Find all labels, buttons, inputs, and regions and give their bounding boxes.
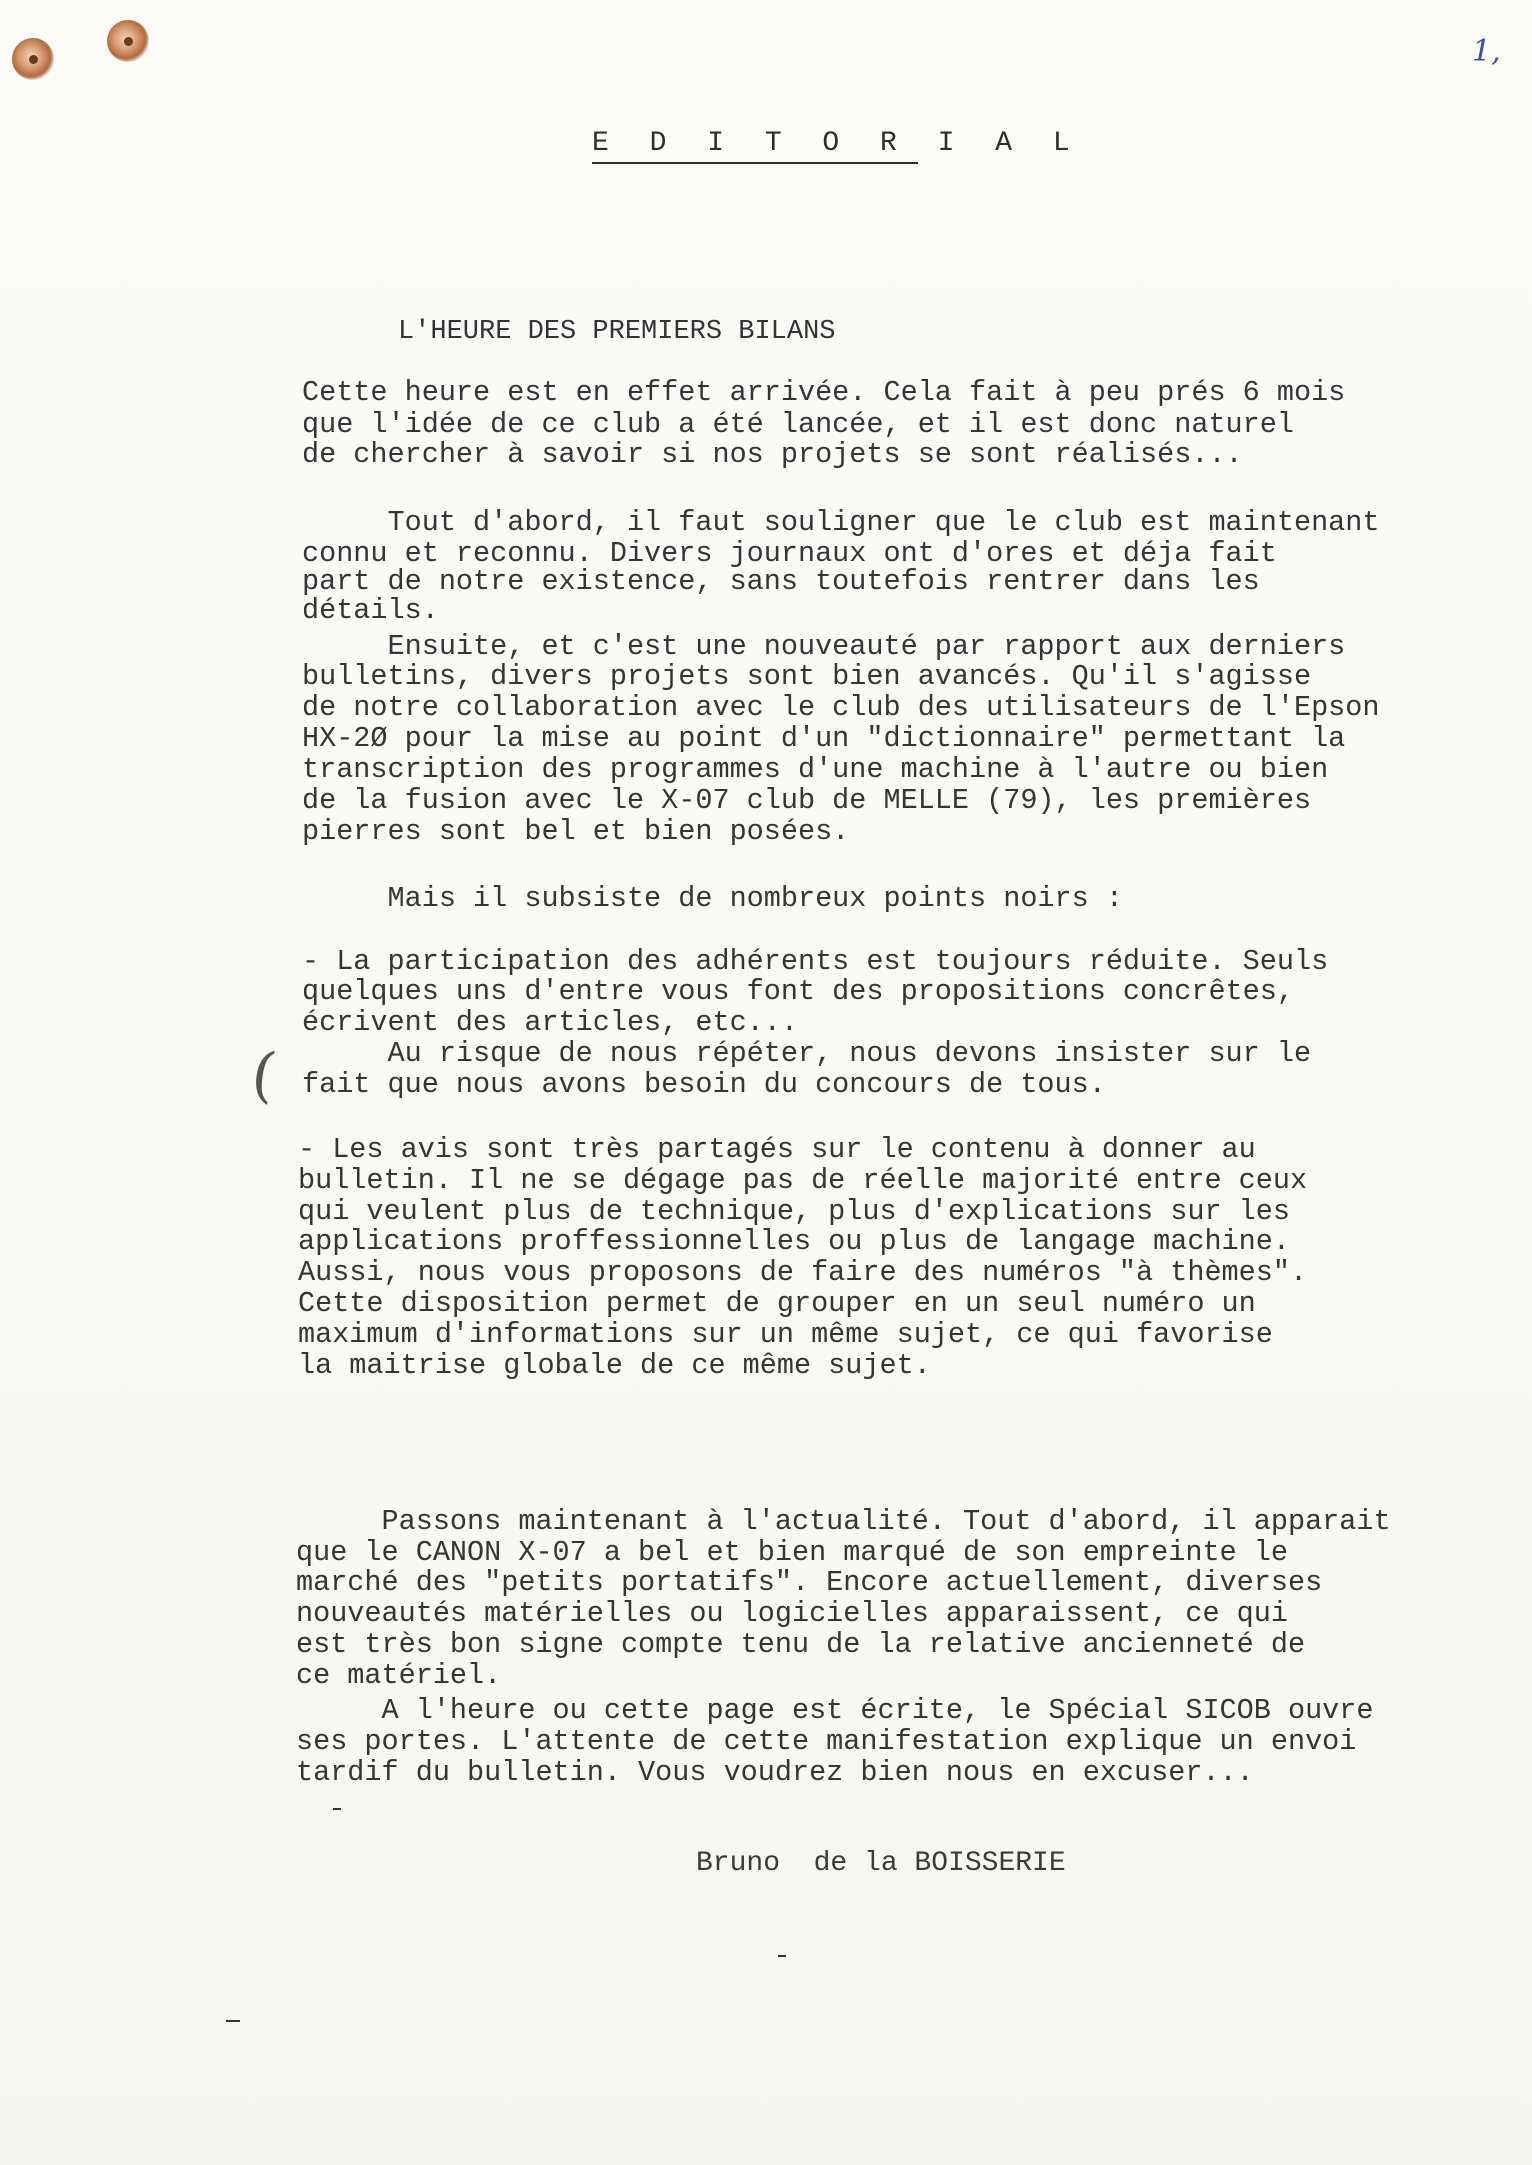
text-line: ses portes. L'attente de cette manifestation explique un envoi <box>296 1725 1357 1758</box>
staple-mark <box>12 38 54 80</box>
stray-mark <box>226 2020 240 2022</box>
text-line: - Les avis sont très partagés sur le contenu à donner au <box>298 1133 1256 1166</box>
text-line: ce matériel. <box>296 1659 502 1692</box>
text-line: que l'idée de ce club a été lancée, et il est donc naturel <box>302 408 1294 441</box>
text-line: nouveautés matérielles ou logicielles apparaissent, ce qui <box>296 1597 1288 1630</box>
text-line: Cette disposition permet de grouper en un seul numéro un <box>298 1287 1256 1320</box>
text-line: fait que nous avons besoin du concours de tous. <box>302 1068 1106 1101</box>
text-line: de notre collaboration avec le club des utilisateurs de l'Epson <box>302 691 1380 724</box>
text-line: Tout d'abord, il faut souligner que le club est maintenant <box>302 506 1380 539</box>
text-line: Passons maintenant à l'actualité. Tout d'abord, il apparait <box>296 1505 1391 1538</box>
title-underline <box>592 162 918 164</box>
page-title: E D I T O R I A L <box>592 128 1082 159</box>
text-line: part de notre existence, sans toutefois rentrer dans les <box>302 565 1260 598</box>
text-line: de chercher à savoir si nos projets se sont réalisés... <box>302 438 1243 471</box>
text-line: Mais il subsiste de nombreux points noirs : <box>302 882 1123 915</box>
article-subtitle: L'HEURE DES PREMIERS BILANS <box>398 317 836 347</box>
text-line: de la fusion avec le X-07 club de MELLE (79), les premières <box>302 784 1312 817</box>
text-line: bulletins, divers projets sont bien avancés. Qu'il s'agisse <box>302 660 1312 693</box>
stray-mark <box>333 1808 341 1810</box>
text-line: la maitrise globale de ce même sujet. <box>298 1349 931 1382</box>
text-line: détails. <box>302 594 439 627</box>
text-line: marché des "petits portatifs". Encore actuellement, diverses <box>296 1566 1323 1599</box>
text-line: transcription des programmes d'une machine à l'autre ou bien <box>302 753 1329 786</box>
author-signature: Bruno de la BOISSERIE <box>696 1848 1066 1879</box>
text-line: - La participation des adhérents est toujours réduite. Seuls <box>302 945 1329 978</box>
text-line: Cette heure est en effet arrivée. Cela fait à peu prés 6 mois <box>302 376 1346 409</box>
text-line: tardif du bulletin. Vous voudrez bien nous en excuser... <box>296 1756 1254 1789</box>
text-line: est très bon signe compte tenu de la relative ancienneté de <box>296 1628 1306 1661</box>
text-line: A l'heure ou cette page est écrite, le Spécial SICOB ouvre <box>296 1694 1374 1727</box>
stray-mark <box>778 1955 786 1957</box>
text-line: connu et reconnu. Divers journaux ont d'ores et déja fait <box>302 537 1277 570</box>
text-line: écrivent des articles, etc... <box>302 1006 798 1039</box>
text-line: qui veulent plus de technique, plus d'explications sur les <box>298 1195 1290 1228</box>
text-line: pierres sont bel et bien posées. <box>302 815 850 848</box>
text-line: maximum d'informations sur un même sujet, ce qui favorise <box>298 1318 1273 1351</box>
text-line: Aussi, nous vous proposons de faire des numéros "à thèmes". <box>298 1256 1308 1289</box>
text-line: HX-2Ø pour la mise au point d'un "dictionnaire" permettant la <box>302 722 1346 755</box>
text-line: applications proffessionnelles ou plus de langage machine. <box>298 1225 1290 1258</box>
text-line: quelques uns d'entre vous font des propositions concrêtes, <box>302 975 1294 1008</box>
text-line: Au risque de nous répéter, nous devons insister sur le <box>302 1037 1312 1070</box>
margin-bracket-mark: ( <box>247 1038 281 1112</box>
text-line: Ensuite, et c'est une nouveauté par rapport aux derniers <box>302 630 1346 663</box>
text-line: bulletin. Il ne se dégage pas de réelle majorité entre ceux <box>298 1164 1308 1197</box>
text-line: que le CANON X-07 a bel et bien marqué de son empreinte le <box>296 1536 1288 1569</box>
page-number: 1, <box>1472 34 1501 69</box>
staple-mark <box>107 20 149 62</box>
